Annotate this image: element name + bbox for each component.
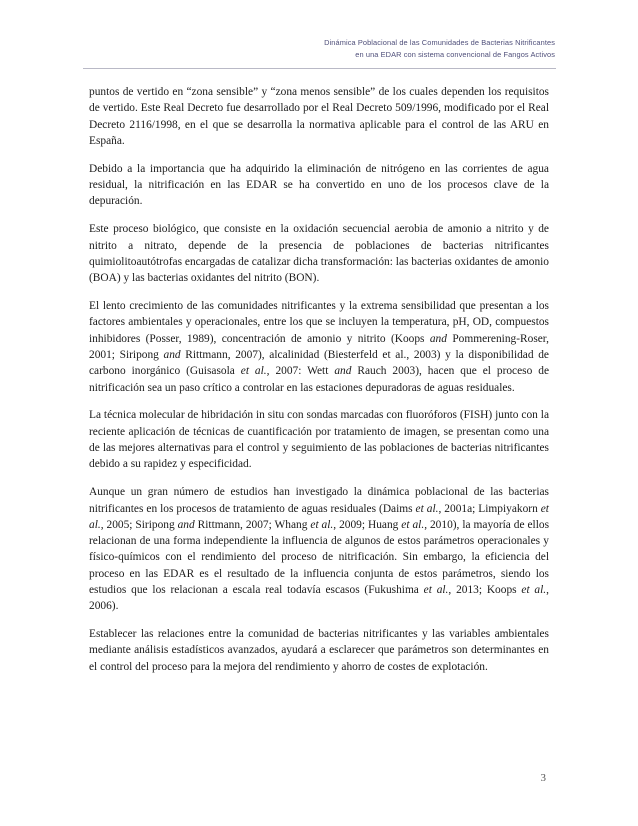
text-run: Pommerening-Roser, 2001; Siripong bbox=[89, 332, 549, 361]
text-run: puntos de vertido en “zona sensible” y “zona menos sensible” de los cuales dependen los requisitos de vertido. Este Real Decreto fue desarrollado por el Real Decreto 509/1996, modificado por el Real Decreto 2116/1998, en el que se desarrolla la normativa aplicable para el control de las ARU en España. bbox=[89, 86, 549, 147]
text-run: Aunque un gran número de estudios han investigado la dinámica poblacional de las bacterias nitrificantes en los procesos de tratamiento de aguas residuales (Daims bbox=[89, 486, 549, 515]
paragraph bbox=[89, 221, 549, 286]
text-run: Este proceso biológico, que consiste en la oxidación secuencial aerobia de amonio a nitrito y de nitrito a nitrato, depende de la presencia de poblaciones de bacterias nitrificantes quimiolitoautótrofas encargadas de catalizar dicha transformación: las bacterias oxidantes de amonio (BOA) y las bacterias oxidantes del nitrito (BON). bbox=[89, 223, 549, 285]
paragraph bbox=[89, 84, 549, 149]
text-run: , 2005; Siripong bbox=[100, 518, 178, 531]
running-header-subtitle: en una EDAR con sistema convencional de Fangos Activos bbox=[355, 49, 555, 59]
italic-text-run: et al. bbox=[521, 583, 547, 596]
text-run: Rauch 2003), hacen que el proceso de nitrificación sea un paso crítico a controlar en las estaciones depuradoras de aguas residuales. bbox=[89, 365, 550, 394]
text-run: Establecer las relaciones entre la comunidad de bacterias nitrificantes y las variables ambientales mediante análisis estadísticos avanzados, ayudará a esclarecer que parámetros son determinantes en el control del proceso para la mejora del rendimiento y ahorro de costes de explotación. bbox=[89, 628, 549, 673]
italic-text-run: et al. bbox=[310, 518, 334, 531]
paragraph bbox=[89, 626, 549, 675]
text-run: , 2013; Koops bbox=[448, 583, 522, 596]
paragraph bbox=[89, 484, 549, 614]
italic-text-run: and bbox=[163, 348, 181, 361]
running-header bbox=[324, 37, 555, 60]
text-run: El lento crecimiento de las comunidades nitrificantes y la extrema sensibilidad que presentan a los factores ambientales y operacionales, entre los que se incluyen la temperatura, pH, OD, compuestos inhibidores (Posser, 1989), concentración de amonio y nitrito (Koops bbox=[89, 300, 549, 345]
text-run: Rittmann, 2007; Whang bbox=[194, 518, 311, 531]
page-number: 3 bbox=[540, 772, 546, 784]
italic-text-run: et al. bbox=[415, 502, 439, 515]
header-divider bbox=[83, 68, 556, 69]
italic-text-run: et al. bbox=[423, 583, 449, 596]
italic-text-run: and bbox=[334, 365, 352, 378]
running-header-title: Dinámica Poblacional de las Comunidades de Bacterias Nitrificantes bbox=[324, 38, 555, 47]
text-run: Rittmann, 2007), alcalinidad (Biesterfeld et al., 2003) y la disponibilidad de carbono inorgánico (Guisasola bbox=[89, 348, 549, 378]
text-run: , 2010), la mayoría de ellos relacionan de una forma independiente la influencia de algunos de estos parámetros operacionales y físico-químicos con el rendimiento del proceso de nitrificación. Sin embargo, la eficiencia del proceso en las EDAR es el resultado de la influencia conjunta de estos parámetros, siendo los estudios que los relacionan a escala real todavía escasos (Fukushima bbox=[89, 518, 550, 596]
italic-text-run: et al. bbox=[401, 518, 425, 531]
paragraph bbox=[89, 161, 549, 210]
text-run: , 2009; Huang bbox=[333, 518, 402, 531]
italic-text-run: et al., bbox=[240, 365, 270, 378]
italic-text-run: et al. bbox=[89, 502, 549, 531]
text-run: Debido a la importancia que ha adquirido la eliminación de nitrógeno en las corrientes de agua residual, la nitrificación en las EDAR se ha convertido en uno de los procesos clave de la depuración. bbox=[89, 162, 549, 208]
italic-text-run: and bbox=[429, 332, 447, 345]
body-text bbox=[89, 84, 549, 687]
text-run: , 2001a; Limpiyakorn bbox=[438, 502, 541, 515]
paragraph bbox=[89, 298, 549, 396]
paragraph bbox=[89, 407, 549, 472]
italic-text-run: and bbox=[177, 518, 195, 531]
text-run: , 2006). bbox=[89, 583, 549, 613]
text-run: La técnica molecular de hibridación in situ con sondas marcadas con fluoróforos (FISH) junto con la reciente aplicación de técnicas de cuantificación por tratamiento de imagen, se presentan como una de las mejores alternativas para el control y seguimiento de las poblaciones de bacterias nitrificantes debido a su rapidez y especificidad. bbox=[89, 409, 549, 471]
text-run: 2007: Wett bbox=[269, 365, 335, 378]
